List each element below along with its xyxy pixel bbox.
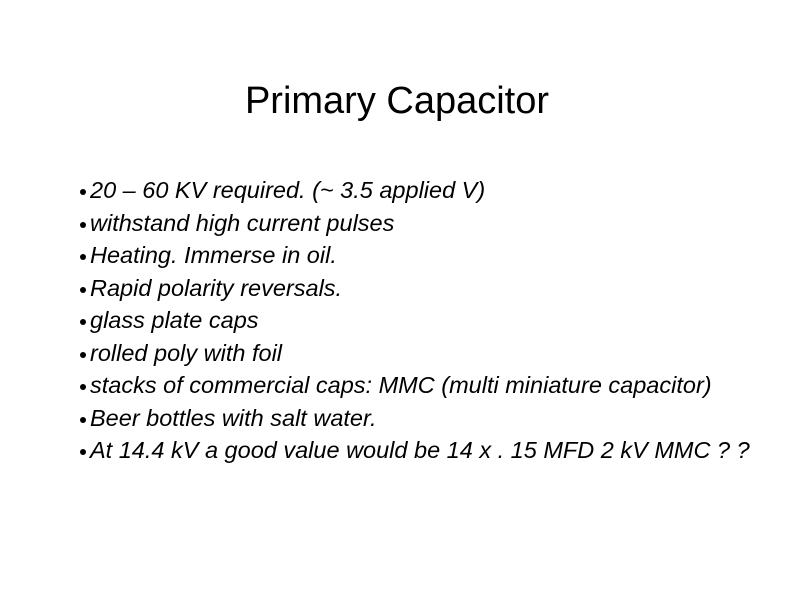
bullet-text: stacks of commercial caps: MMC (multi miniature capacitor) <box>90 372 712 398</box>
bullet-dot-icon <box>80 417 86 423</box>
bullet-dot-icon <box>80 449 86 455</box>
bullet-text: glass plate caps <box>90 307 259 333</box>
bullet-item <box>90 239 780 272</box>
bullet-dot-icon <box>80 189 86 195</box>
bullet-item <box>90 304 780 337</box>
bullet-text: Rapid polarity reversals. <box>90 274 343 301</box>
bullet-text: Heating. Immerse in oil. <box>90 242 337 268</box>
bullet-item <box>90 402 780 435</box>
bullet-text: rolled poly with foil <box>90 339 283 366</box>
bullet-text: At 14.4 kV a good value would be 14 x . 15 MFD 2 kV MMC ? ? <box>90 437 750 463</box>
bullet-dot-icon <box>80 319 86 325</box>
bullet-item <box>90 434 780 467</box>
bullet-item <box>90 369 780 402</box>
slide-title: Primary Capacitor <box>244 80 550 122</box>
bullet-list <box>90 174 780 467</box>
bullet-dot-icon <box>80 287 86 293</box>
bullet-dot-icon <box>80 352 86 358</box>
bullet-dot-icon <box>80 384 86 390</box>
bullet-item <box>90 337 780 370</box>
bullet-item <box>90 272 780 305</box>
bullet-item <box>90 174 780 207</box>
bullet-text: Beer bottles with salt water. <box>90 404 377 431</box>
bullet-item <box>90 207 780 240</box>
bullet-text: 20 – 60 KV required. (~ 3.5 applied V) <box>90 177 486 203</box>
bullet-dot-icon <box>80 254 86 260</box>
bullet-text: withstand high current pulses <box>90 209 395 236</box>
bullet-dot-icon <box>80 222 86 228</box>
